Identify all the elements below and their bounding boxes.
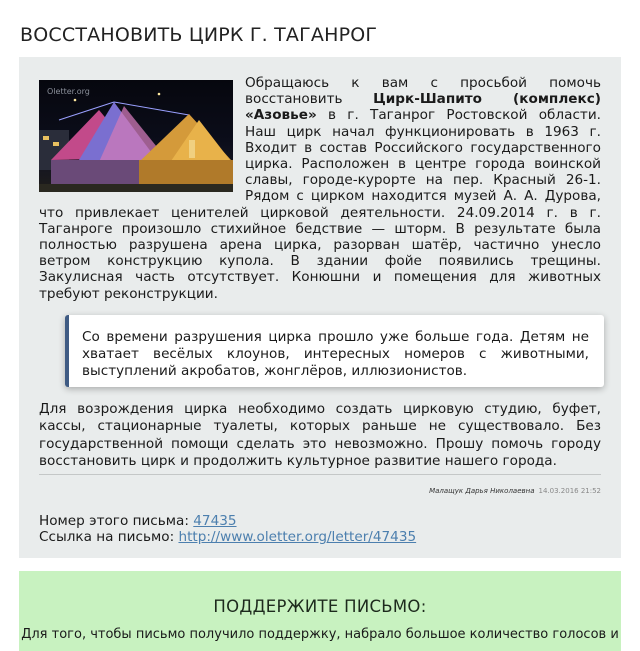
letter-number-label: Номер этого письма:	[39, 513, 194, 529]
page-title: ВОССТАНОВИТЬ ЦИРК Г. ТАГАНРОГ	[20, 24, 378, 46]
quote-box	[65, 315, 604, 387]
circus-photo	[39, 80, 233, 192]
letter-number	[39, 513, 237, 529]
support-text: Для того, чтобы письмо получило поддержку, набрало большое количество голосов и	[21, 627, 619, 642]
letter-url-link[interactable]: http://www.oletter.org/letter/47435	[178, 529, 417, 545]
letter-number-link[interactable]: 47435	[193, 513, 237, 529]
signature-date: 14.03.2016 21:52	[538, 487, 601, 495]
circus-name: Цирк-Шапито (комплекс) «Азовье»	[245, 91, 601, 124]
signature-author: Малащук Дарья Николаевна	[429, 487, 535, 495]
letter-link	[39, 529, 416, 545]
letter-body	[39, 75, 601, 302]
text-segment: Обращаюсь к вам с просьбой помочь восстановить	[245, 75, 601, 108]
support-title: ПОДДЕРЖИТЕ ПИСЬМО:	[213, 597, 427, 616]
signature	[429, 487, 601, 495]
text-segment: в г. Таганрог Ростовской области. Наш цирк начал функционировать в 1963 г. Входит в состав Российского государственного цирка. Расположен в центре города воинской славы, городе-курорте на пер. Красный 26-1. Рядом с цирком находится музей А. А. Дурова, что привлекает ценителей цирковой деятельности. 24.09.2014 г. в г. Таганроге произошло стихийное бедствие — шторм. В результате была полностью разрушена арена цирка, разорван шатёр, частично унесло ветром конструкцию купола. В здании фойе появились трещины. Закулисная часть отсутствует. Конюшни и помещения для животных требуют реконструкции.	[39, 107, 601, 302]
support-section	[19, 571, 621, 651]
letter-link-label: Ссылка на письмо:	[39, 529, 179, 545]
letter-card	[19, 57, 621, 558]
letter-paragraph-2: Для возрождения цирка необходимо создать цирковую студию, буфет, кассы, стационарные туалеты, которых раньше не существовало. Без государственной помощи сделать это невозможно. Прошу помочь городу восстановить цирк и продолжить культурное развитие нашего города.	[39, 401, 601, 469]
divider	[39, 474, 601, 475]
photo-watermark: Oletter.org	[47, 87, 90, 96]
quote-text: Со времени разрушения цирка прошло уже больше года. Детям не хватает весёлых клоунов, интересных номеров с животными, выступлений акробатов, жонглёров, иллюзионистов.	[82, 329, 589, 379]
